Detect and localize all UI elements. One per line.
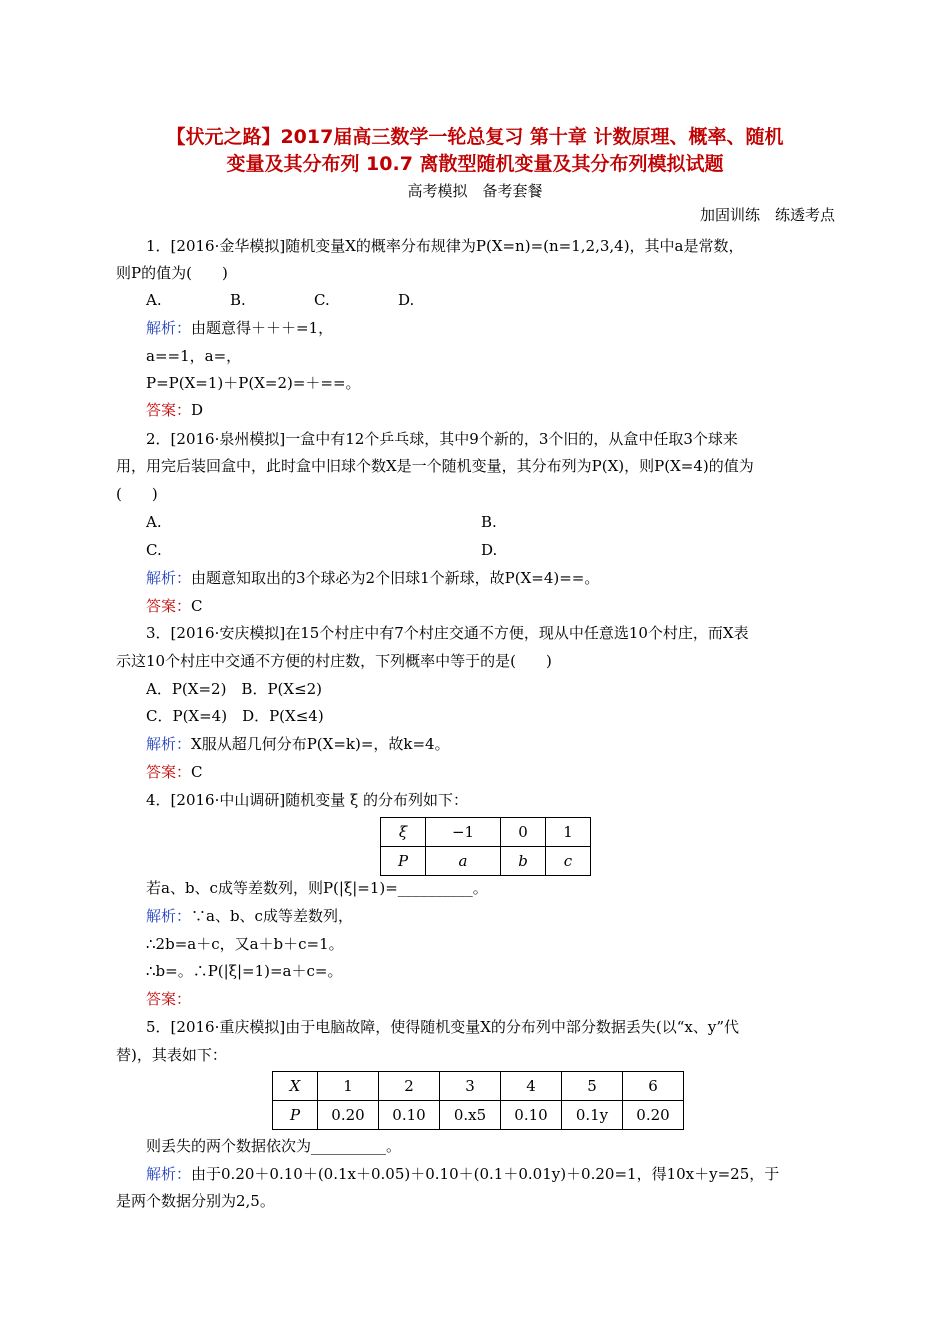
subtitle: 高考模拟 备考套餐 — [407, 182, 543, 200]
q1-option-a: A. — [146, 291, 162, 309]
analysis-text: 由题意知取出的3个球必为2个旧球1个新球，故P(X=4)==。 — [191, 569, 600, 587]
q5-line1: 5．[2016·重庆模拟]由于电脑故障，使得随机变量X的分布列中部分数据丢失(以“x、y”代 — [146, 1018, 739, 1036]
table-row — [381, 818, 591, 847]
answer-value: C — [191, 597, 203, 615]
table-cell: 2 — [379, 1072, 440, 1101]
q4-analysis-line3: ∴b=。∴P(|ξ|=1)=a＋c=。 — [146, 962, 343, 980]
answer-label: 答案： — [146, 401, 192, 419]
table-cell: 4 — [501, 1072, 562, 1101]
answer-label: 答案： — [146, 990, 192, 1008]
q2-line3: ( ) — [116, 485, 158, 503]
table-row — [273, 1101, 684, 1130]
answer-label: 答案： — [146, 763, 192, 781]
table-cell: 3 — [440, 1072, 501, 1101]
q4-distribution-table — [380, 817, 591, 876]
doc-title-line1: 【状元之路】2017届高三数学一轮总复习 第十章 计数原理、概率、随机 — [166, 126, 784, 148]
analysis-label: 解析： — [146, 569, 192, 587]
q2-line2: 用，用完后装回盒中，此时盒中旧球个数X是一个随机变量，其分布列为P(X)，则P(X=4)的值为 — [116, 457, 754, 475]
answer-value: C — [191, 763, 203, 781]
q5-after-table: 则丢失的两个数据依次为__________。 — [146, 1137, 402, 1155]
analysis-text: 由题意得＋＋＋=1， — [191, 319, 334, 337]
q1-answer — [146, 400, 203, 420]
table-cell: 0 — [501, 818, 546, 847]
q3-line2: 示这10个村庄中交通不方便的村庄数，下列概率中等于的是( ) — [116, 652, 552, 670]
q1-line1: 1．[2016·金华模拟]随机变量X的概率分布规律为P(X=n)=(n=1,2,3,4)，其中a是常数， — [146, 237, 744, 255]
q4-after-table: 若a、b、c成等差数列，则P(|ξ|=1)=__________。 — [146, 879, 488, 897]
q1-option-d: D. — [398, 291, 415, 309]
analysis-text: ∵a、b、c成等差数列， — [191, 907, 353, 925]
analysis-label: 解析： — [146, 1165, 192, 1183]
table-cell: 0.20 — [318, 1101, 379, 1130]
q5-analysis-line1 — [146, 1164, 779, 1184]
q3-analysis-line1 — [146, 734, 450, 754]
q1-option-c: C. — [314, 291, 330, 309]
table-cell: 0.1y — [562, 1101, 623, 1130]
q2-answer — [146, 596, 203, 616]
q4-answer — [146, 989, 191, 1009]
q2-analysis-line1 — [146, 568, 599, 588]
q2-option-c: C. — [146, 541, 162, 559]
table-cell: X — [273, 1072, 318, 1101]
q1-analysis-line1 — [146, 318, 333, 338]
table-cell: P — [273, 1101, 318, 1130]
q2-option-d: D. — [481, 541, 498, 559]
q3-options-line2: C．P(X=4) D．P(X≤4) — [146, 707, 324, 725]
analysis-text: X服从超几何分布P(X=k)=，故k=4。 — [191, 735, 450, 753]
table-cell: 1 — [318, 1072, 379, 1101]
q3-options-line1: A．P(X=2) B．P(X≤2) — [146, 680, 323, 698]
q4-analysis-line2: ∴2b=a＋c，又a＋b＋c=1。 — [146, 935, 344, 953]
q1-analysis-line3: P=P(X=1)＋P(X=2)=＋==。 — [146, 374, 361, 392]
q2-option-a: A. — [146, 513, 162, 531]
answer-label: 答案： — [146, 597, 192, 615]
table-cell: ξ — [381, 818, 426, 847]
q5-line2: 替)，其表如下： — [116, 1046, 227, 1064]
table-cell: 5 — [562, 1072, 623, 1101]
table-row — [381, 847, 591, 876]
table-cell: 1 — [546, 818, 591, 847]
table-cell: −1 — [426, 818, 501, 847]
table-cell: a — [426, 847, 501, 876]
q2-option-b: B. — [481, 513, 497, 531]
table-cell: 0.10 — [501, 1101, 562, 1130]
q4-analysis-line1 — [146, 906, 353, 926]
q1-line2: 则P的值为( ) — [116, 264, 228, 282]
q3-answer — [146, 762, 203, 782]
q5-analysis-line2: 是两个数据分别为2,5。 — [116, 1192, 275, 1210]
q1-option-b: B. — [230, 291, 246, 309]
table-cell: 0.20 — [623, 1101, 684, 1130]
q3-line1: 3．[2016·安庆模拟]在15个村庄中有7个村庄交通不方便，现从中任意选10个村庄，而X表 — [146, 624, 749, 642]
table-cell: 6 — [623, 1072, 684, 1101]
table-cell: 0.10 — [379, 1101, 440, 1130]
table-cell: P — [381, 847, 426, 876]
answer-value: D — [191, 401, 204, 419]
q1-analysis-line2: a==1，a=， — [146, 347, 242, 365]
section-tag: 加固训练 练透考点 — [699, 206, 835, 224]
analysis-label: 解析： — [146, 319, 192, 337]
table-cell: b — [501, 847, 546, 876]
table-cell: c — [546, 847, 591, 876]
analysis-text: 由于0.20＋0.10＋(0.1x＋0.05)＋0.10＋(0.1＋0.01y)＋0.20=1，得10x＋y=25，于 — [191, 1165, 780, 1183]
q2-line1: 2．[2016·泉州模拟]一盒中有12个乒乓球，其中9个新的，3个旧的，从盒中任取3个球来 — [146, 430, 738, 448]
analysis-label: 解析： — [146, 907, 192, 925]
table-row — [273, 1072, 684, 1101]
q4-line1: 4．[2016·中山调研]随机变量 ξ 的分布列如下： — [146, 791, 468, 809]
doc-title-line2: 变量及其分布列 10.7 离散型随机变量及其分布列模拟试题 — [226, 153, 724, 175]
q5-distribution-table — [272, 1071, 684, 1130]
analysis-label: 解析： — [146, 735, 192, 753]
table-cell: 0.x5 — [440, 1101, 501, 1130]
